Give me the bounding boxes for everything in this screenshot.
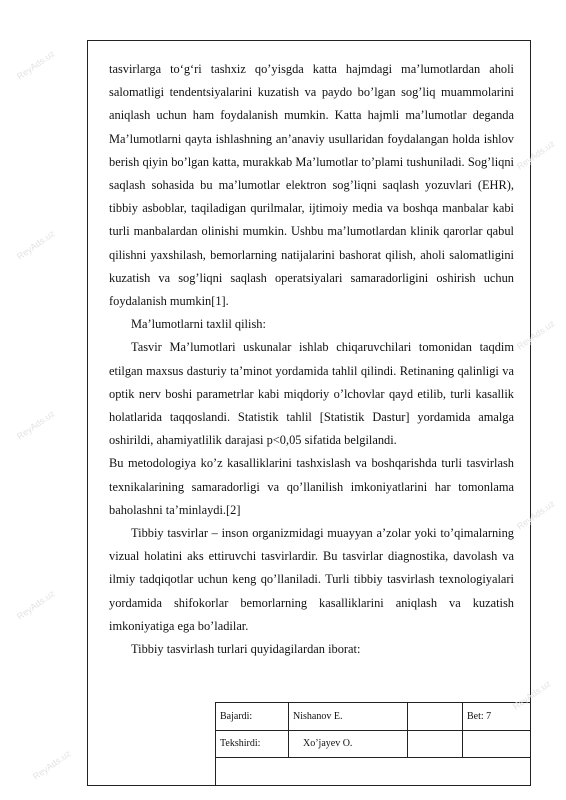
watermark: ReyAds.uz: [511, 678, 553, 712]
watermark: ReyAds.uz: [15, 48, 57, 82]
empty-row: [216, 758, 531, 786]
bajardi-label: Bajardi:: [216, 703, 289, 731]
empty-cell: [408, 703, 463, 731]
section-heading: Ma’lumotlarni taxlil qilish:: [131, 317, 266, 332]
watermark: ReyAds.uz: [15, 588, 57, 622]
watermark: ReyAds.uz: [515, 498, 557, 532]
page-number: Bet: 7: [463, 703, 531, 731]
paragraph-4: Tibbiy tasvirlar – inson organizmidagi muayyan a’zolar yoki to’qimalarning vizual holatini aks ettiruvchi tasvirlardir. Bu tasvirlar diagnostika, davolash va ilmiy tadqiqotlar uchun keng qo’llaniladi. Turli tibbiy tasvirlash texnologiyalari yordamida shifokorlar bemorlarning kasalliklarini aniqlash va kuzatish imkoniyatiga ega bo’ladilar.: [109, 526, 514, 633]
paragraph-5: Tibbiy tasvirlash turlari quyidagilardan iborat:: [131, 642, 361, 657]
paragraph-1: tasvirlarga to‘g‘ri tashxiz qo’yisgda katta hajmdagi ma’lumotlardan aholi salomatligi tendentsiyalarini kuzatish va paydo bo’lgan sog’liq muammolarini aniqlash uchun ham foydalanish mumkin. Katta hajmli ma’lumotlar deganda Ma’lumotlarni qayta ishlashning an’anaviy usullaridan foydalangan holda ishlov berish qiyin bo’lgan katta, murakkab Ma’lumotlar to’plami tushuniladi. Sog’liqni saqlash sohasida bu ma’lumotlar elektron sog’liqni saqlash yozuvlari (EHR), tibbiy asboblar, taqiladigan qurilmalar, ijtimoiy media va boshqa manbalar kabi turli manbalardan olinishi mumkin. Ushbu ma’lumotlardan klinik qarorlar qabul qilishni yaxshilash, bemorlarning natijalarini bashorat qilish, aholi salomatligini kuzatish va sog’liqni saqlash operatsiyalari samaradorligini oshirish uchun foydalanish mumkin[1].: [109, 62, 514, 309]
paragraph-2: Tasvir Ma’lumotlari uskunalar ishlab chiqaruvchilari tomonidan taqdim etilgan maxsus dasturiy ta’minot yordamida tahlil qilindi. Retinaning qalinligi va optik nerv boshi parametrlar kabi miqdoriy o’lchovlar qayd etilib, turli kasallik holatlarida taqqoslandi. Statistik tahlil [Statistik Dastur] yordamida amalga oshirildi, ahamiyatlilik darajasi p<0,05 sifatida belgilandi.: [109, 340, 514, 448]
title-block-row-1: [216, 703, 531, 731]
title-block-row-2: [216, 730, 531, 758]
tekshirdi-name: Xo’jayev O.: [289, 730, 408, 758]
watermark: ReyAds.uz: [15, 228, 57, 262]
empty-cell: [408, 730, 463, 758]
bajardi-name: Nishanov E.: [289, 703, 408, 731]
watermark: ReyAds.uz: [515, 318, 557, 352]
watermark: ReyAds.uz: [15, 408, 57, 442]
watermark: ReyAds.uz: [31, 748, 73, 782]
document-body: [109, 58, 514, 661]
paragraph-3: Bu metodologiya ko’z kasalliklarini tashxislash va boshqarishda turli tasvirlash texnikalarining samaradorligi va qo’llanilish imkoniyatlarini har tomonlama baholashni ta’minlaydi.[2]: [109, 456, 514, 517]
watermark: ReyAds.uz: [515, 138, 557, 172]
tekshirdi-label: Tekshirdi:: [216, 730, 289, 758]
title-block-table: [215, 702, 531, 786]
empty-cell: [463, 730, 531, 758]
title-block-row-3: [216, 758, 531, 786]
